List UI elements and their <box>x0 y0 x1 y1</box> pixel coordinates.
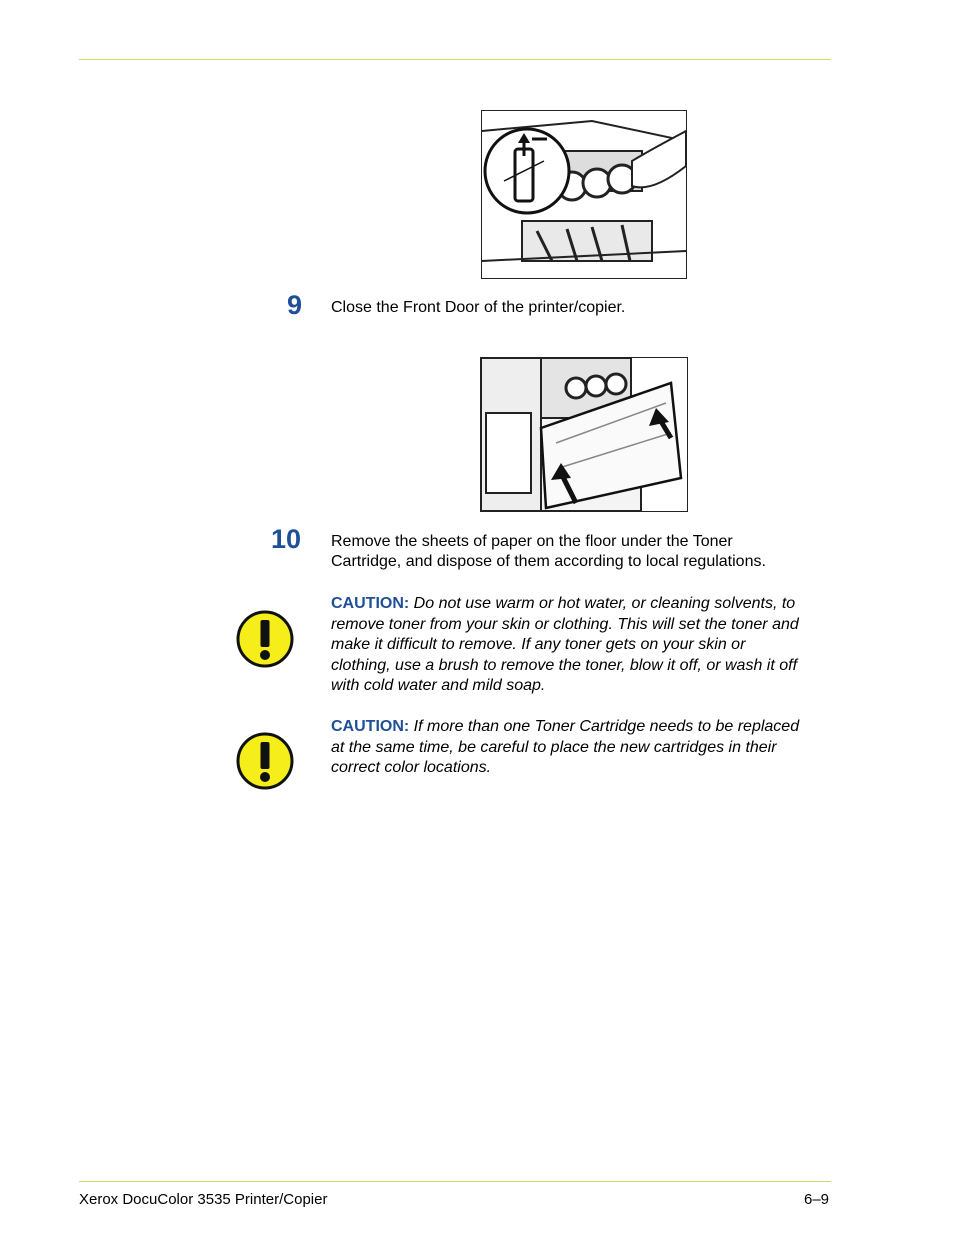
page-number: 6–9 <box>804 1191 830 1208</box>
caution-text: make it difficult to remove. If any toner gets on your skin or <box>331 636 746 653</box>
caution-text: clothing, use a brush to remove the toner, blow it off, or wash it off <box>331 656 798 674</box>
footer-rule <box>79 1181 831 1182</box>
caution-note <box>331 717 833 779</box>
step-number: 10 <box>271 524 302 554</box>
step-text <box>331 532 831 572</box>
toner-cartridge-drawing <box>482 111 686 278</box>
caution-text: at the same time, be careful to place the new cartridges in their <box>331 738 777 756</box>
caution-label: CAUTION: <box>331 595 410 612</box>
caution-text: If more than one Toner Cartridge needs to be replaced <box>413 718 800 735</box>
caution-text: correct color locations. <box>331 759 492 776</box>
front-door-illustration <box>480 357 688 512</box>
step-text: Close the Front Door of the printer/copier. <box>331 299 626 316</box>
step-text-line: Cartridge, and dispose of them according to local regulations. <box>331 553 766 570</box>
step-number: 9 <box>287 290 303 320</box>
step-text-line: Remove the sheets of paper on the floor under the Toner <box>331 533 733 550</box>
caution-note <box>331 594 833 697</box>
header-rule <box>79 59 831 60</box>
caution-text: with cold water and mild soap. <box>331 677 546 694</box>
warning-icon <box>235 731 295 791</box>
caution-text: Do not use warm or hot water, or cleaning solvents, to <box>413 595 796 612</box>
footer-title: Xerox DocuColor 3535 Printer/Copier <box>79 1191 328 1208</box>
front-door-drawing <box>481 358 687 511</box>
caution-label: CAUTION: <box>331 718 410 735</box>
toner-cartridge-illustration <box>481 110 687 279</box>
warning-icon <box>235 609 295 669</box>
caution-text: remove toner from your skin or clothing. This will set the toner and <box>331 615 799 633</box>
